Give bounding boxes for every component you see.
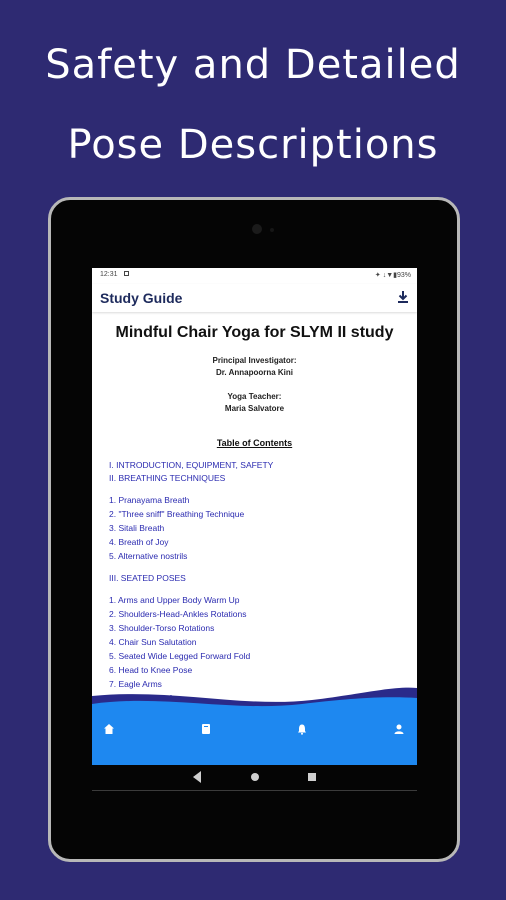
toc-link[interactable]: 4. Chair Sun Salutation — [109, 637, 197, 647]
status-time: 12:31 — [100, 271, 118, 278]
app-bar-title: Study Guide — [100, 290, 183, 306]
document-title: Mindful Chair Yoga for SLYM II study — [115, 324, 394, 341]
teacher-label: Yoga Teacher: — [227, 392, 282, 401]
promo-title-line-1: Safety and Detailed — [45, 42, 461, 88]
light-sensor — [270, 228, 274, 232]
book-icon[interactable] — [200, 723, 212, 735]
person-icon[interactable] — [393, 723, 405, 735]
toc-link[interactable]: III. SEATED POSES — [109, 573, 186, 583]
toc-link[interactable]: 5. Seated Wide Legged Forward Fold — [109, 651, 251, 661]
toc-link[interactable]: 3. Shoulder-Torso Rotations — [109, 623, 215, 633]
toc-link[interactable]: I. INTRODUCTION, EQUIPMENT, SAFETY — [109, 460, 274, 470]
app-bar — [92, 284, 417, 312]
toc-link[interactable]: 1. Arms and Upper Body Warm Up — [109, 595, 240, 605]
home-circle-icon[interactable] — [248, 768, 262, 786]
toc-link[interactable]: II. BREATHING TECHNIQUES — [109, 473, 226, 483]
toc-link[interactable]: 3. Sitali Breath — [109, 523, 165, 533]
toc-link[interactable]: 7. Eagle Arms — [109, 679, 162, 689]
status-indicators: ✦ ↓▼▮93% — [374, 272, 411, 279]
toc-link[interactable]: 6. Head to Knee Pose — [109, 665, 193, 675]
toc-link[interactable]: 4. Breath of Joy — [109, 537, 169, 547]
pi-label: Principal Investigator: — [212, 356, 297, 365]
download-icon[interactable] — [397, 290, 409, 304]
pi-name: Dr. Annapoorna Kini — [215, 368, 294, 377]
bottom-nav-wave — [92, 686, 417, 765]
tablet-bezel-line — [92, 790, 417, 791]
teacher-name: Maria Salvatore — [224, 404, 285, 413]
toc-link[interactable]: 2. "Three sniff" Breathing Technique — [109, 509, 245, 519]
toc-heading: Table of Contents — [216, 438, 293, 448]
notification-icon — [124, 271, 129, 276]
app-screen — [92, 268, 417, 765]
recents-icon[interactable] — [305, 768, 319, 786]
bell-icon[interactable] — [296, 723, 308, 735]
back-icon[interactable] — [190, 768, 204, 786]
toc-link[interactable]: 5. Alternative nostrils — [109, 551, 188, 561]
front-camera — [252, 224, 262, 234]
status-bar — [92, 268, 417, 282]
toc-link[interactable]: 1. Pranayama Breath — [109, 495, 190, 505]
toc-link[interactable]: 2. Shoulders-Head-Ankles Rotations — [109, 609, 247, 619]
home-icon[interactable] — [103, 723, 115, 735]
promo-title-line-2: Pose Descriptions — [67, 122, 439, 168]
